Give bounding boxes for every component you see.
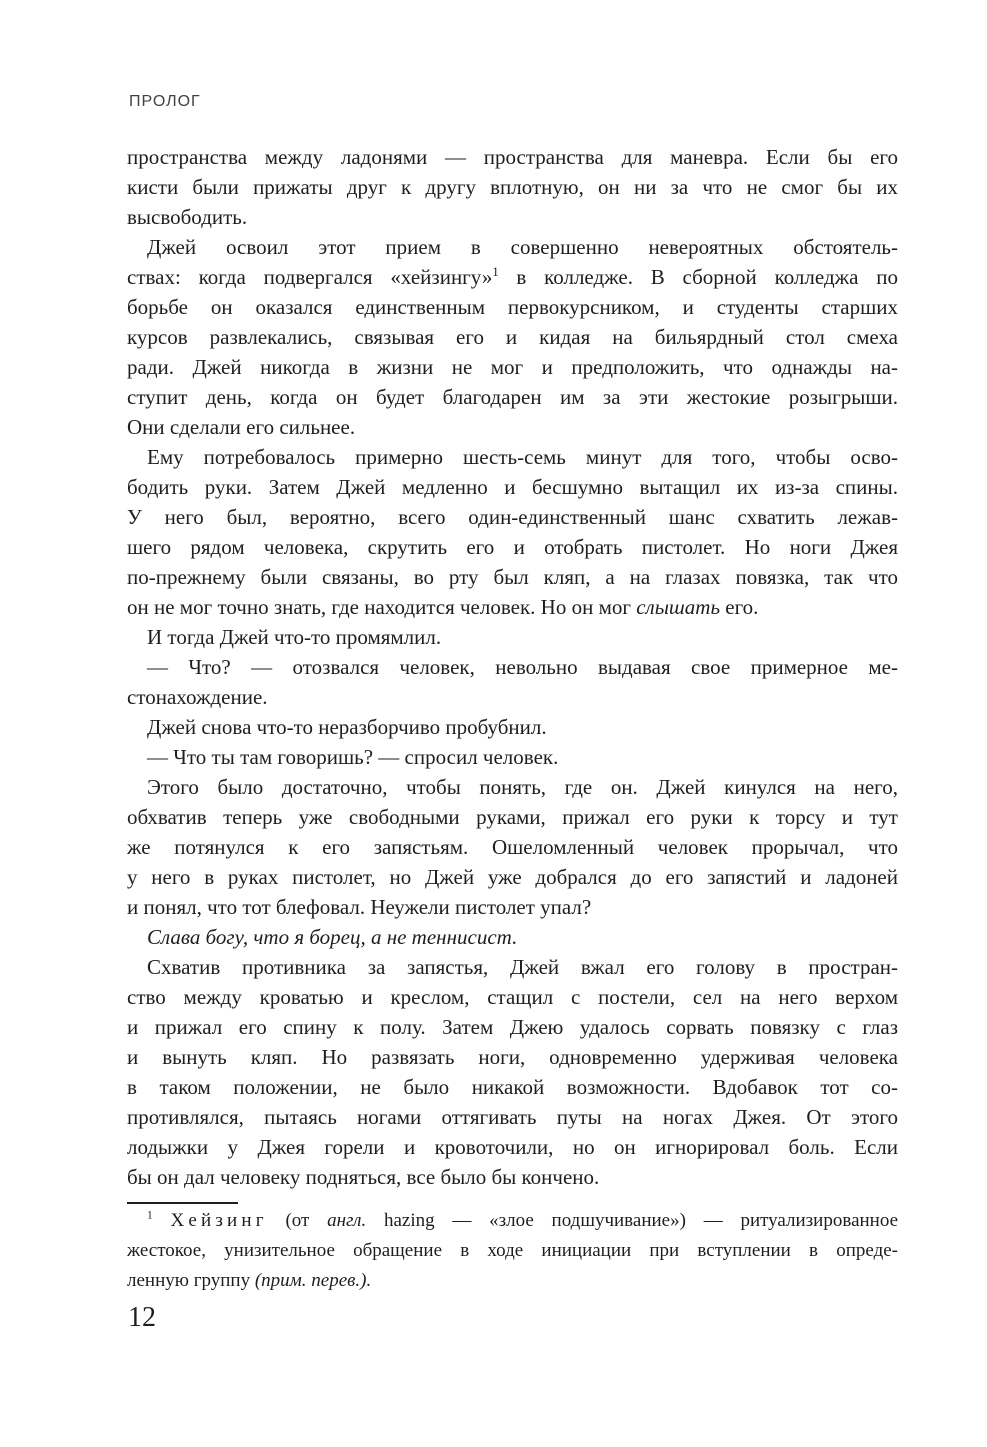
text-run: Джей снова что-то неразборчиво пробубнил. [147, 715, 547, 739]
text-run: Схватив противника за запястья, Джей вжал его голову в простран- [147, 955, 898, 979]
text-run: обхватив теперь уже свободными руками, прижал его руки к торсу и тут [127, 805, 898, 829]
text-run: бодить руки. Затем Джей медленно и бесшумно вытащил их из-за спины. [127, 475, 898, 499]
text-run: слышать [636, 595, 721, 619]
text-line [127, 532, 898, 562]
text-line [127, 1162, 898, 1192]
text-line [127, 652, 898, 682]
body-text [127, 142, 898, 1192]
running-header: ПРОЛОГ [129, 93, 201, 110]
text-run: У него был, вероятно, всего один-единственный шанс схватить лежав- [127, 505, 898, 529]
text-line [127, 772, 898, 802]
text-line [127, 472, 898, 502]
text-run: борьбе он оказался единственным первокурсником, и студенты старших [127, 295, 898, 319]
text-run: жестокое, унизительное обращение в ходе инициации при вступлении в опреде- [127, 1240, 898, 1261]
text-run: ступит день, когда он будет благодарен им за эти жестокие розыгрыши. [127, 385, 898, 409]
text-line [127, 1206, 898, 1236]
text-line [127, 262, 898, 292]
text-line [127, 142, 898, 172]
text-line [127, 382, 898, 412]
text-line [127, 802, 898, 832]
text-run: лодыжки у Джея горели и кровоточили, но он игнорировал боль. Если [127, 1135, 898, 1159]
text-run: Ему потребовалось примерно шесть-семь минут для того, чтобы осво- [147, 445, 898, 469]
text-run: — Что? — отозвался человек, невольно выдавая свое примерное ме- [147, 655, 898, 679]
text-line [127, 412, 898, 442]
text-line [127, 952, 898, 982]
text-run: и вынуть кляп. Но развязать ноги, одновременно удерживая человека [127, 1045, 898, 1069]
text-line [127, 892, 898, 922]
text-run: Хейзинг [170, 1210, 268, 1231]
text-run: в таком положении, не было никакой возможности. Вдобавок тот со- [127, 1075, 898, 1099]
text-run: же потянулся к его запястьям. Ошеломленный человек прорычал, что [127, 835, 898, 859]
text-line [127, 1236, 898, 1266]
text-line [127, 742, 898, 772]
text-run: в колледже. В сборной колледжа по [498, 265, 898, 289]
text-run: и понял, что тот блефовал. Неужели пистолет упал? [127, 895, 592, 919]
text-run: стонахождение. [127, 685, 268, 709]
text-line [127, 292, 898, 322]
text-line [127, 922, 898, 952]
footnote-separator [127, 1202, 238, 1204]
text-line [127, 862, 898, 892]
text-line [127, 202, 898, 232]
text-line [127, 502, 898, 532]
text-run: бы он дал человеку подняться, все было бы кончено. [127, 1165, 600, 1189]
text-line [127, 982, 898, 1012]
text-line [127, 1266, 898, 1296]
text-run: пространства между ладонями — пространства для маневра. Если бы его [127, 145, 898, 169]
text-run: — Что ты там говоришь? — спросил человек. [147, 745, 559, 769]
text-line [127, 352, 898, 382]
text-run: ство между кроватью и креслом, стащил с постели, сел на него верхом [127, 985, 898, 1009]
text-line [127, 1072, 898, 1102]
footnote-marker: 1 [492, 265, 499, 279]
text-run: англ. [327, 1210, 367, 1231]
text-run: курсов развлекались, связывая его и кидая на бильярдный стол смеха [127, 325, 898, 349]
text-run: и прижал его спину к полу. Затем Джею удалось сорвать повязку с глаз [127, 1015, 898, 1039]
text-line [127, 622, 898, 652]
text-line [127, 682, 898, 712]
text-run [153, 1210, 171, 1231]
text-line [127, 1102, 898, 1132]
page-number: 12 [128, 1302, 156, 1333]
text-run: (от [267, 1210, 328, 1231]
text-run: ради. Джей никогда в жизни не мог и предположить, что однажды на- [127, 355, 898, 379]
text-line [127, 322, 898, 352]
text-run: высвободить. [127, 205, 248, 229]
text-run: Они сделали его сильнее. [127, 415, 356, 439]
text-run: ленную группу [127, 1270, 255, 1291]
text-run: Слава богу, что я борец, а не теннисист. [147, 925, 518, 949]
text-run: кисти были прижаты друг к другу вплотную, он ни за что не смог бы их [127, 175, 898, 199]
text-run: противлялся, пытаясь ногами оттягивать путы на ногах Джея. От этого [127, 1105, 898, 1129]
text-line [127, 232, 898, 262]
text-run: ствах: когда подвергался «хейзингу» [127, 265, 493, 289]
text-run: hazing — «злое подшучивание») — ритуализированное [366, 1210, 898, 1231]
footnote [127, 1206, 898, 1296]
text-run: И тогда Джей что-то промямлил. [147, 625, 442, 649]
text-run: (прим. перев.). [254, 1270, 372, 1291]
text-run: у него в руках пистолет, но Джей уже добрался до его запястий и ладоней [127, 865, 898, 889]
text-run: он не мог точно знать, где находится человек. Но он мог [127, 595, 637, 619]
text-line [127, 562, 898, 592]
text-run: Этого было достаточно, чтобы понять, где он. Джей кинулся на него, [147, 775, 898, 799]
text-line [127, 442, 898, 472]
text-line [127, 1012, 898, 1042]
text-run: Джей освоил этот прием в совершенно невероятных обстоятель- [147, 235, 898, 259]
text-run: его. [720, 595, 759, 619]
text-line [127, 832, 898, 862]
text-line [127, 172, 898, 202]
text-run: шего рядом человека, скрутить его и отобрать пистолет. Но ноги Джея [127, 535, 898, 559]
text-line [127, 1132, 898, 1162]
text-line [127, 1042, 898, 1072]
text-line [127, 592, 898, 622]
text-run: по-прежнему были связаны, во рту был кляп, а на глазах повязка, так что [127, 565, 898, 589]
text-line [127, 712, 898, 742]
footnote-marker: 1 [147, 1209, 153, 1222]
